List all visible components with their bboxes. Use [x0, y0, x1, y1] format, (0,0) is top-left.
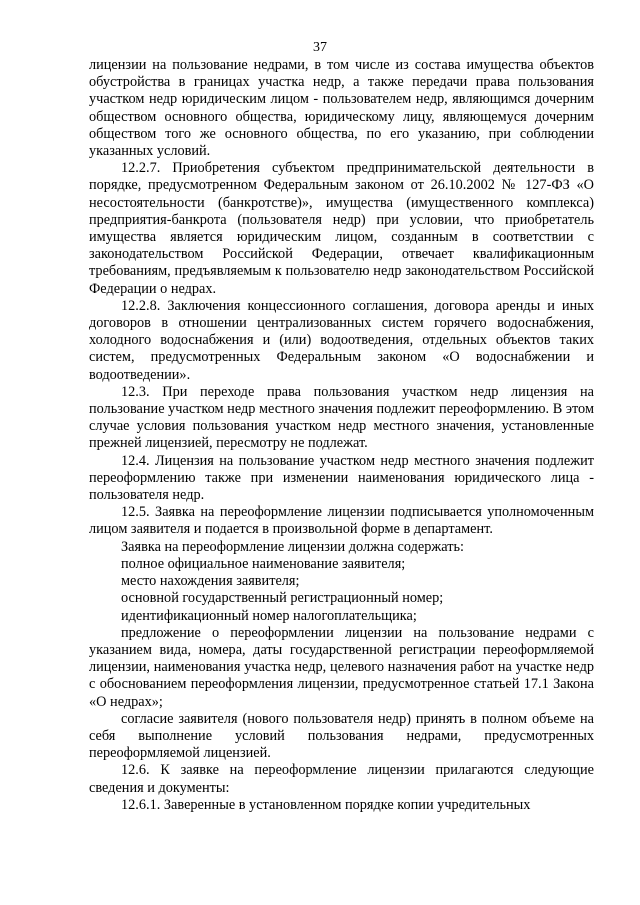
list-item: идентификационный номер налогоплательщика; [121, 607, 417, 624]
list-item: основной государственный регистрационный номер; [121, 590, 444, 607]
page-number: 37 [313, 40, 327, 55]
paragraph-12-6: 12.6. К заявке на переоформление лицензии прилагаются следующие сведения и документы: [89, 762, 594, 796]
paragraph-12-2-8: 12.2.8. Заключения концессионного соглашения, договора аренды и иных договоров в отношении централизованных систем горячего водоснабжения, холодного водоснабжения и (или) водоотведения, отдельных объектов таких систем, предусмотренных Федеральным законом «О водоснабжении и водоотведении». [89, 297, 594, 383]
paragraph-12-5: 12.5. Заявка на переоформление лицензии подписывается уполномоченным лицом заявителя и подается в произвольной форме в департамент. [89, 504, 594, 538]
list-item: полное официальное наименование заявителя; [121, 555, 406, 572]
paragraph-12-6-1: 12.6.1. Заверенные в установленном порядке копии учредительных [121, 796, 531, 813]
paragraph-12-3: 12.3. При переходе права пользования участком недр лицензия на пользование участком недр местного значения подлежит переоформлению. В этом случае условия пользования участком недр местного значения, установленные прежней лицензией, пересмотру не подлежат. [89, 383, 594, 452]
paragraph-continuation: лицензии на пользование недрами, в том числе из состава имущества объектов обустройства в границах участка недр, а также передачи права пользования участком недр юридическим лицом - пользователем недр, являющимся дочерним обществом основного общества, юридическому лицу, являющемуся дочерним обществом того же основного общества, по его указанию, при соблюдении указанных условий. [89, 57, 594, 160]
list-item: согласие заявителя (нового пользователя недр) принять в полном объеме на себя выполнение условий пользования недрами, предусмотренных переоформляемой лицензией. [89, 710, 594, 762]
paragraph-12-2-7: 12.2.7. Приобретения субъектом предпринимательской деятельности в порядке, предусмотренном Федеральным законом от 26.10.2002 № 127-ФЗ «О несостоятельности (банкротстве)», имущества (имущественного комплекса) предприятия-банкрота (пользователя недр) при условии, что приобретатель имущества является юридическим лицом, созданным в соответствии с законодательством Российской Федерации, отвечает квалификационным требованиям, предъявляемым к пользователю недр законодательством Российской Федерации о недрах. [89, 160, 594, 297]
paragraph-application-contents: Заявка на переоформление лицензии должна содержать: [121, 538, 465, 555]
paragraph-12-4: 12.4. Лицензия на пользование участком недр местного значения подлежит переоформлению также при изменении наименования юридического лица - пользователя недр. [89, 452, 594, 504]
list-item: предложение о переоформлении лицензии на пользование недрами с указанием вида, номера, даты государственной регистрации переоформляемой лицензии, наименования участка недр, целевого назначения работ на участке недр с обоснованием переоформления лицензии, предусмотренное статьей 17.1 Закона «О недрах»; [89, 624, 594, 710]
body-text [89, 57, 594, 814]
list-item: место нахождения заявителя; [121, 573, 300, 590]
